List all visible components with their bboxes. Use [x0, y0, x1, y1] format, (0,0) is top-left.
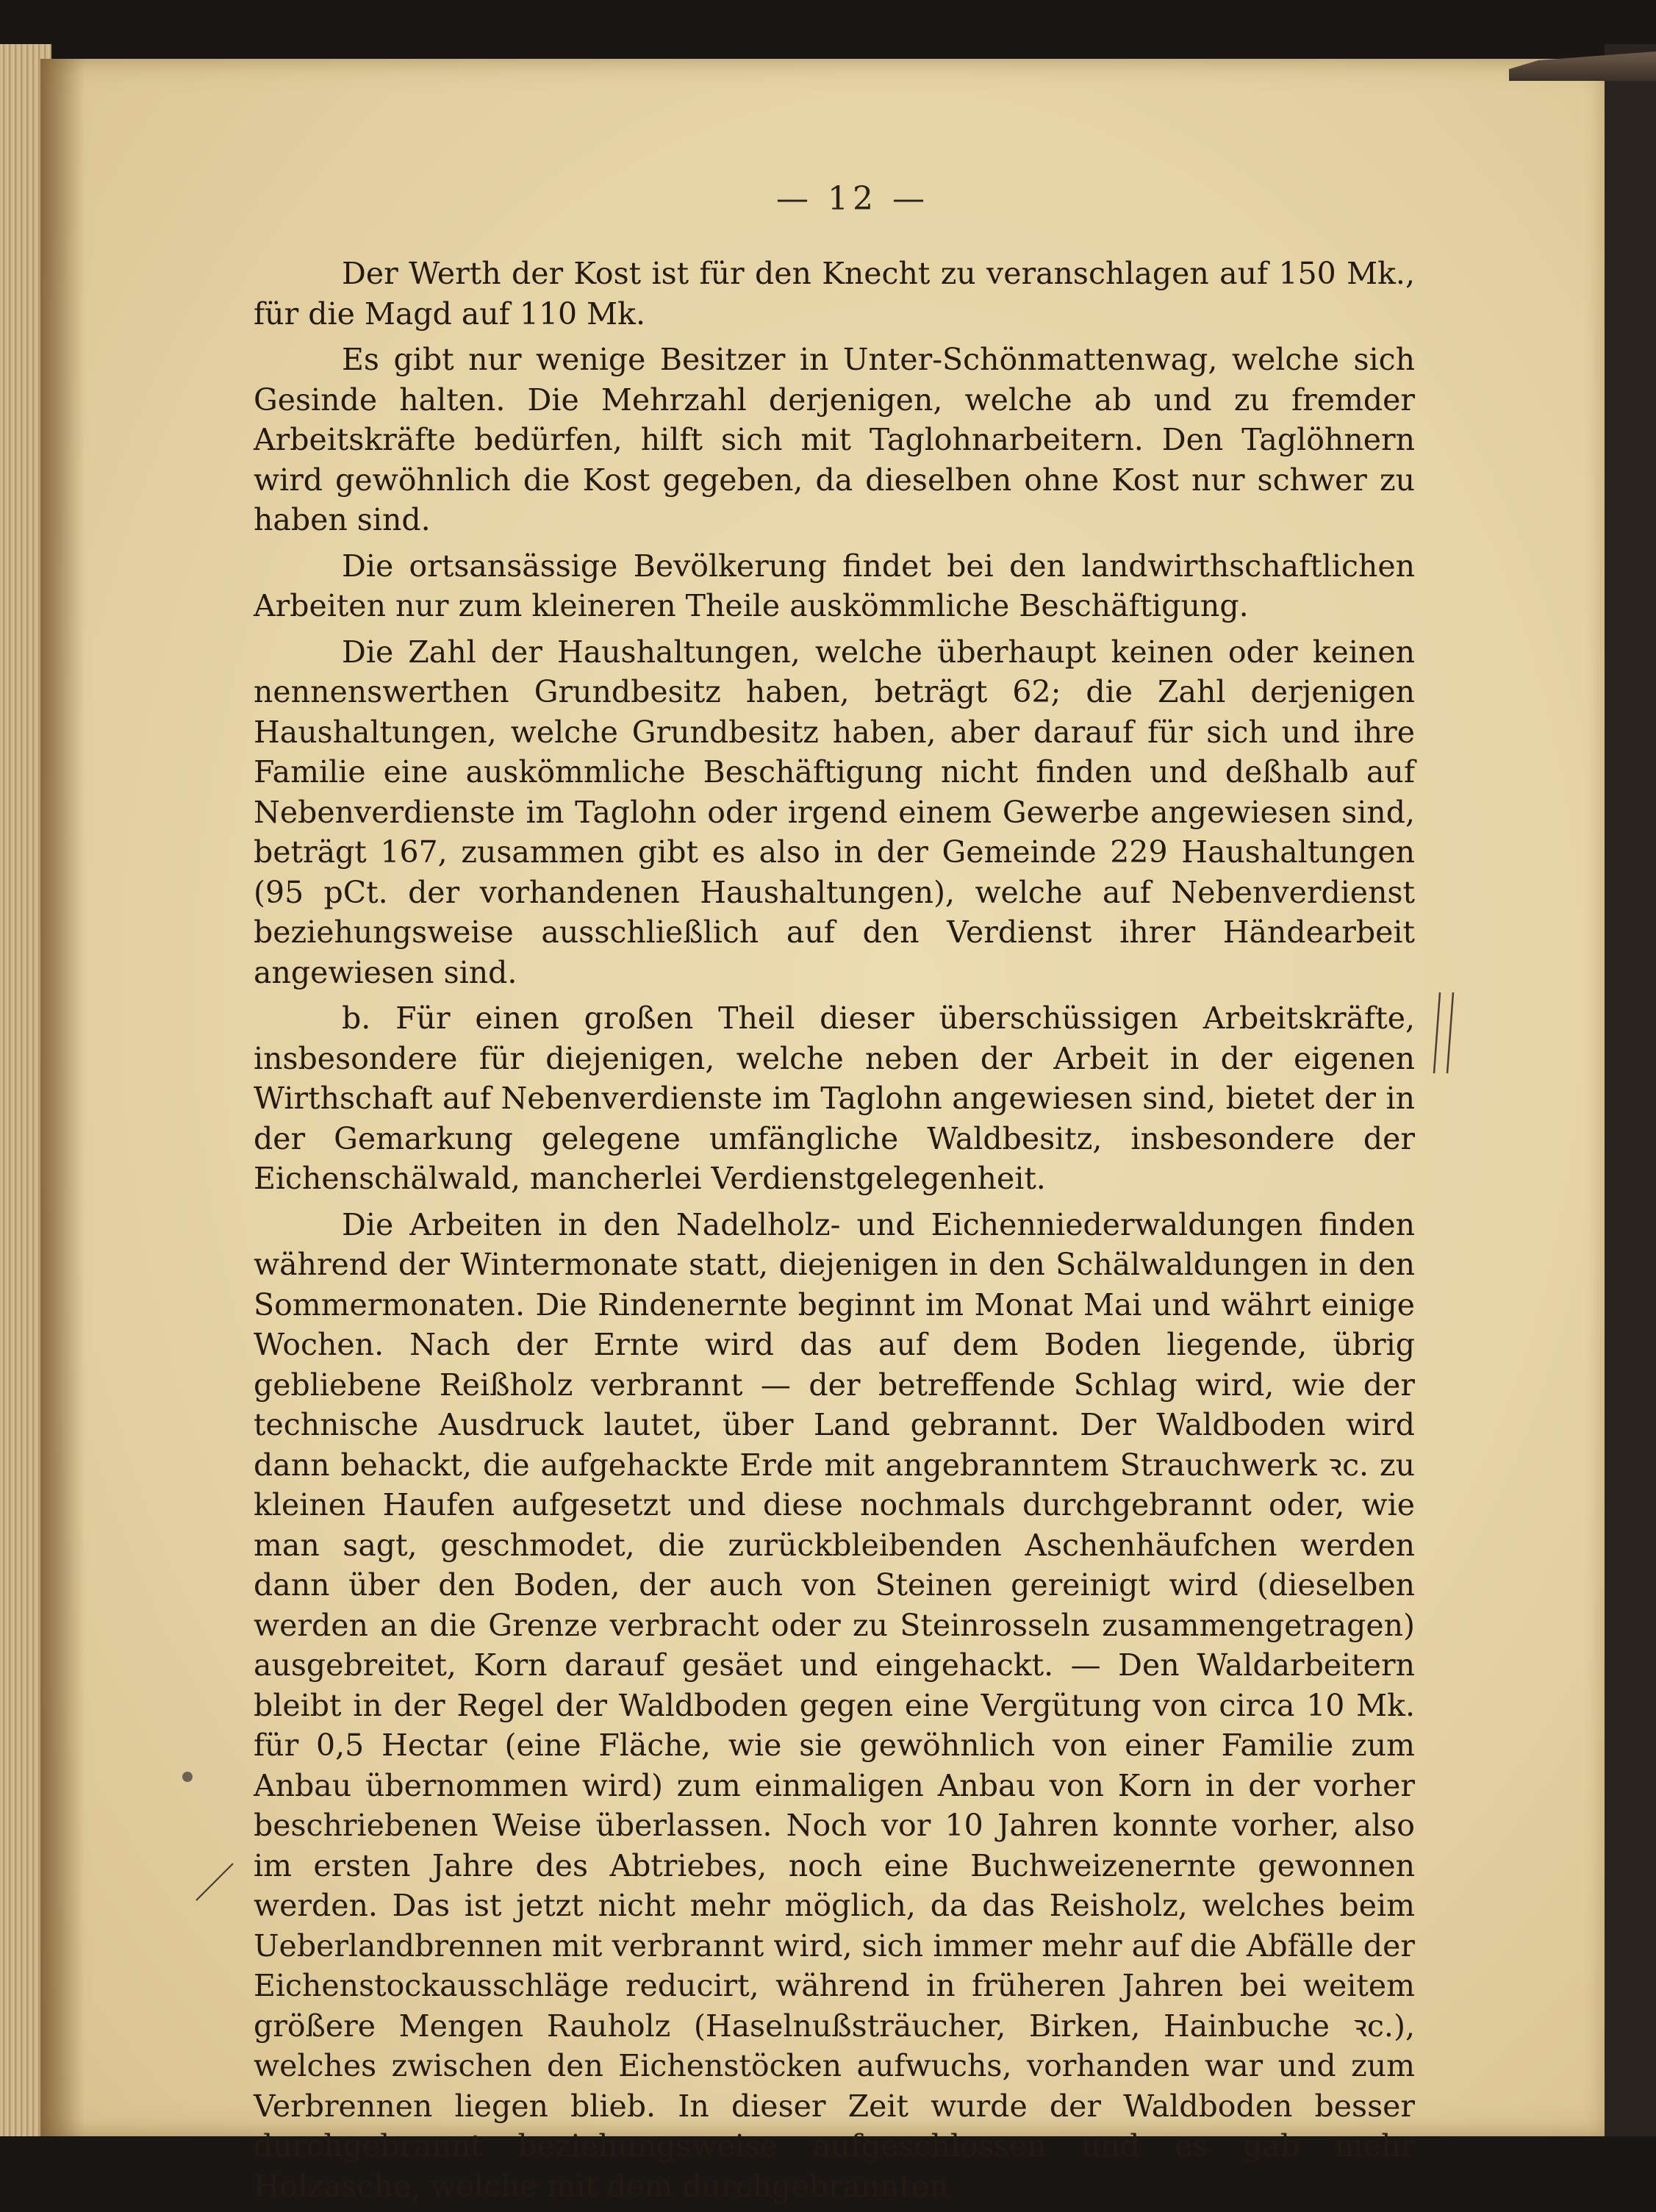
pencil-tick-mark-icon	[193, 1860, 237, 1904]
pencil-margin-mark-icon	[1430, 989, 1459, 1077]
ink-dot-icon	[182, 1772, 193, 1782]
book-right-edge	[1605, 44, 1656, 2136]
page-body	[254, 254, 1415, 2212]
book-binding	[1509, 51, 1656, 81]
paragraph-arbeiten: Die Arbeiten in den Nadelholz- und Eichenniederwaldungen finden während der Wintermonate statt, diejenigen in den Schälwaldungen in den Sommermonaten. Die Rindenernte beginnt im Monat Mai und währt einige Wochen. Nach der Ernte wird das auf dem Boden liegende, übrig gebliebene Reißholz verbrannt — der betreffende Schlag wird, wie der technische Ausdruck lautet, über Land gebrannt. Der Waldboden wird dann behackt, die aufgehackte Erde mit angebranntem Strauchwerk ꝛc. zu kleinen Haufen aufgesetzt und diese nochmals durchgebrannt oder, wie man sagt, geschmodet, die zurückbleibenden Aschenhäufchen werden dann über den Boden, der auch von Steinen gereinigt wird (dieselben werden an die Grenze verbracht oder zu Steinrosseln zusammengetragen) ausgebreitet, Korn darauf gesäet und eingehackt. — Den Waldarbeitern bleibt in der Regel der Waldboden gegen eine Vergütung von circa 10 Mk. für 0,5 Hectar (eine Fläche, wie sie gewöhnlich von einer Familie zum Anbau übernommen wird) zum einmaligen Anbau von Korn in der vorher beschriebenen Weise überlassen. Noch vor 10 Jahren konnte vorher, also im ersten Jahre des Abtriebes, noch eine Buchweizenernte gewonnen werden. Das ist jetzt nicht mehr möglich, da das Reisholz, welches beim Ueberlandbrennen mit verbrannt wird, sich immer mehr auf die Abfälle der Eichenstockausschläge reducirt, während in früheren Jahren bei weitem größere Mengen Rauholz (Haselnußsträucher, Birken, Hainbuche ꝛc.), welches zwischen den Eichenstöcken aufwuchs, vorhanden war und zum Verbrennen liegen blieb. In dieser Zeit wurde der Waldboden besser durchgebrannt beziehungsweise aufgeschlossen und es gab mehr Holzasche, welche mit dem durchgebrannten	[254, 1206, 1415, 2204]
paragraph-gesinde: Es gibt nur wenige Besitzer in Unter-Schönmattenwag, welche sich Gesinde halten. Die Mehrzahl derjenigen, welche ab und zu fremder Arbeitskräfte bedürfen, hilft sich mit Taglohnarbeitern. Den Taglöhnern wird gewöhnlich die Kost gegeben, da dieselben ohne Kost nur schwer zu haben sind.	[254, 342, 1415, 537]
page-gutter-shadow	[40, 59, 85, 2136]
page-number: — 12 —	[776, 180, 929, 218]
paragraph-haushaltungen: Die Zahl der Haushaltungen, welche überhaupt keinen oder keinen nennenswerthen Grundbesitz haben, beträgt 62; die Zahl derjenigen Haushaltungen, welche Grundbesitz haben, aber darauf für sich und ihre Familie eine auskömmliche Beschäftigung nicht finden und deßhalb auf Nebenverdienste im Taglohn oder irgend einem Gewerbe angewiesen sind, beträgt 167, zusammen gibt es also in der Gemeinde 229 Haushaltungen (95 pCt. der vorhandenen Haushaltungen), welche auf Nebenverdienst beziehungsweise ausschließlich auf den Verdienst ihrer Händearbeit angewiesen sind.	[254, 634, 1415, 990]
paragraph-b-waldbesitz: b. Für einen großen Theil dieser überschüssigen Arbeitskräfte, insbesondere für diejenigen, welche neben der Arbeit in der eigenen Wirthschaft auf Nebenverdienste im Taglohn angewiesen sind, bietet der in der Gemarkung gelegene umfängliche Waldbesitz, insbesondere der Eichenschälwald, mancherlei Verdienstgelegenheit.	[254, 1001, 1415, 1196]
paragraph-kost: Der Werth der Kost ist für den Knecht zu veranschlagen auf 150 Mk., für die Magd auf 110 Mk.	[254, 256, 1415, 332]
paragraph-bevoelkerung: Die ortsansässige Bevölkerung findet bei den landwirthschaftlichen Arbeiten nur zum kleineren Theile auskömmliche Beschäftigung.	[254, 548, 1415, 623]
